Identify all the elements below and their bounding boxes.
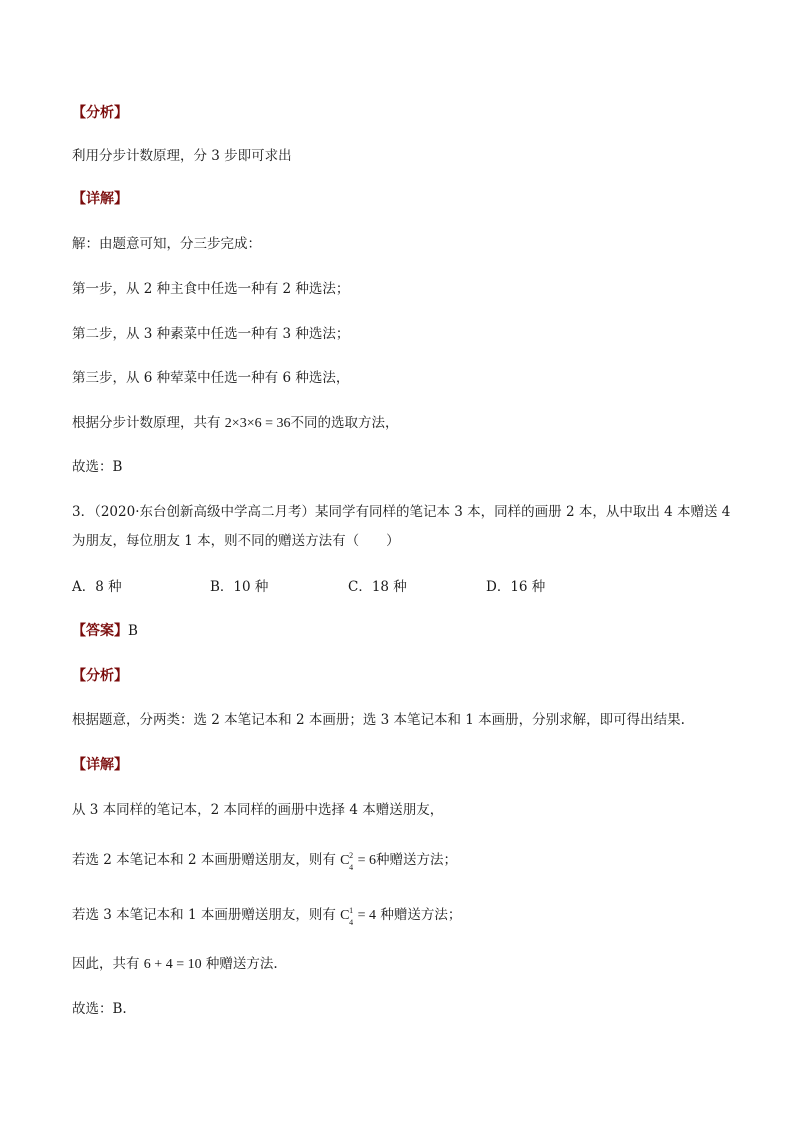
analysis-heading-1: 【分析】	[72, 105, 128, 121]
choice-a: A．8 种	[72, 579, 122, 595]
analysis-heading-2: 【分析】	[72, 668, 128, 684]
step-2-text: 第二步，从 3 种素菜中任选一种有 3 种选法；	[72, 326, 350, 342]
choice-b: B．10 种	[210, 579, 269, 595]
conclusion-text: 因此，共有 6 + 4 = 10 种赠送方法.	[72, 956, 278, 972]
detail-heading-1: 【详解】	[72, 191, 128, 207]
answer-letter: B	[128, 623, 138, 639]
detail-intro-1: 解：由题意可知，分三步完成：	[72, 236, 261, 252]
analysis-text-2: 根据题意，分两类：选 2 本笔记本和 2 本画册；选 3 本笔记本和 1 本画册，分别求解，即可得出结果.	[72, 712, 685, 728]
question-3-line-1: 3．（2020·东台创新高级中学高二月考）某同学有同样的笔记本 3 本，同样的画册 2 本，从中取出 4 本赠送 4	[72, 504, 731, 520]
analysis-text-1: 利用分步计数原理，分 3 步即可求出	[72, 148, 292, 164]
answer-line-2: 故选：B.	[72, 1001, 127, 1017]
question-3-line-2: 为朋友，每位朋友 1 本，则不同的赠送方法有（ ）	[72, 533, 400, 549]
case-2-text: 若选 3 本笔记本和 1 本画册赠送朋友，则有 C 1 4 = 4 种赠送方法；	[72, 906, 462, 927]
combination-c-4-1: C 1 4	[340, 906, 354, 927]
answer-heading: 【答案】B	[72, 623, 138, 639]
detail-intro-2: 从 3 本同样的笔记本，2 本同样的画册中选择 4 本赠送朋友，	[72, 802, 444, 818]
total-formula: 2×3×6 = 36	[224, 416, 291, 431]
conclusion-formula: 6 + 4 = 10	[143, 957, 202, 972]
answer-line-1: 故选：B	[72, 459, 123, 475]
total-text: 根据分步计数原理，共有 2×3×6 = 36不同的选取方法，	[72, 415, 399, 431]
step-3-text: 第三步，从 6 种荤菜中任选一种有 6 种选法，	[72, 370, 350, 386]
case-1-text: 若选 2 本笔记本和 2 本画册赠送朋友，则有 C 2 4 = 6种赠送方法；	[72, 851, 458, 872]
choice-c: C．18 种	[348, 579, 407, 595]
choice-d: D．16 种	[486, 579, 546, 595]
combination-c-4-2: C 2 4	[340, 851, 354, 872]
detail-heading-2: 【详解】	[72, 757, 128, 773]
step-1-text: 第一步，从 2 种主食中任选一种有 2 种选法；	[72, 281, 350, 297]
